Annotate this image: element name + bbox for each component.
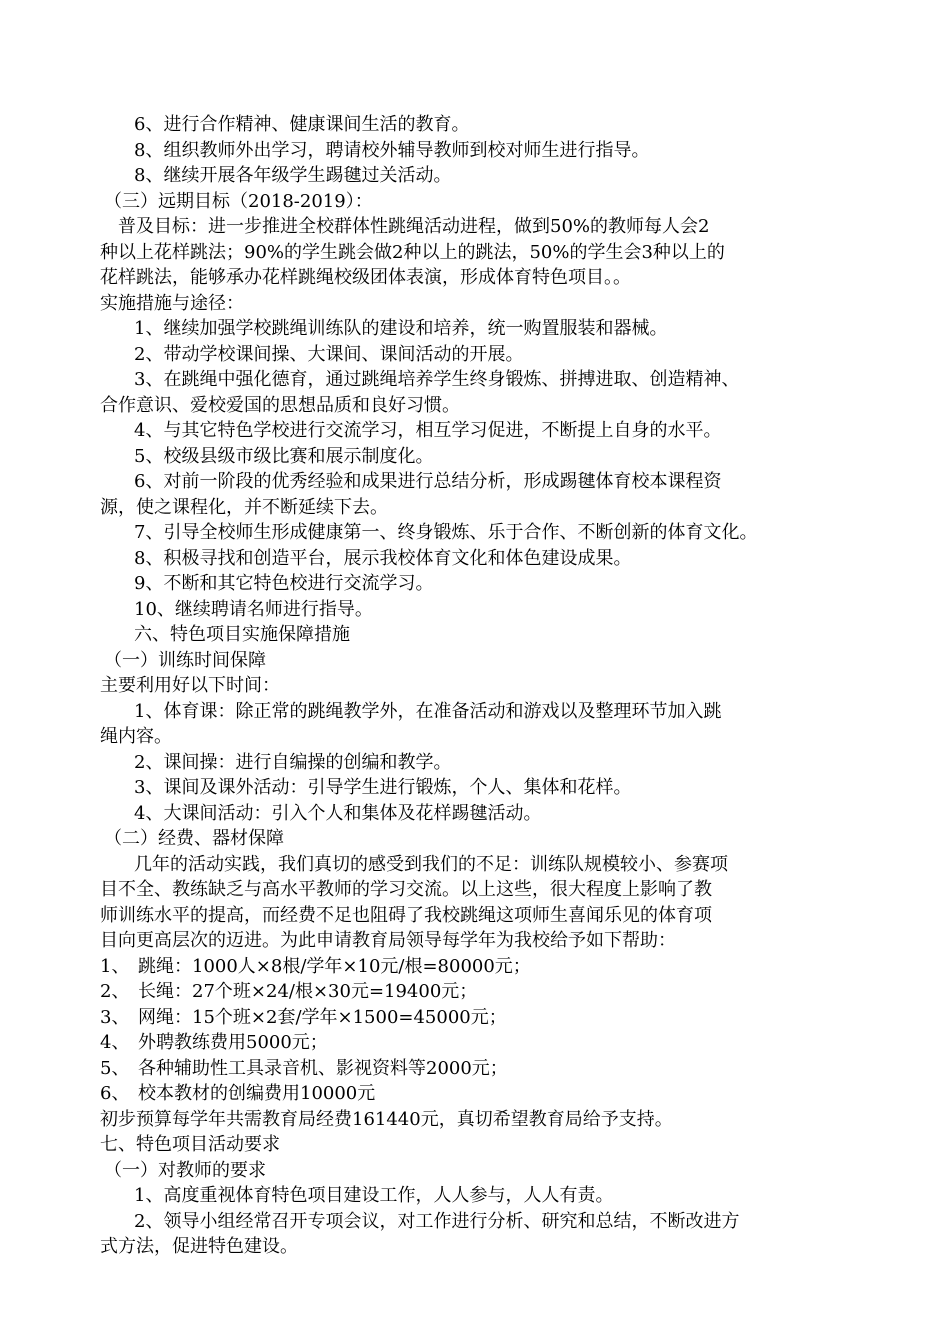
- text-line: 1、继续加强学校跳绳训练队的建设和培养，统一购置服装和器械。: [134, 318, 668, 339]
- text-line: 2、带动学校课间操、大课间、课间活动的开展。: [134, 343, 524, 365]
- text-line: 源，使之课程化，并不断延续下去。: [100, 496, 388, 518]
- list-number: 3、: [100, 1006, 130, 1028]
- text-line: 4、大课间活动：引入个人和集体及花样踢毽活动。: [134, 802, 542, 824]
- list-text: 网绳：15个班×2套/学年×1500=45000元；: [138, 1006, 507, 1028]
- text-line: （三）远期目标（2018-2019）：: [104, 190, 373, 212]
- text-line: 6、进行合作精神、健康课间生活的教育。: [134, 114, 470, 135]
- text-line: 7、引导全校师生形成健康第一、终身锻炼、乐于合作、不断创新的体育文化。: [134, 522, 758, 543]
- text-line: 种以上花样跳法；90%的学生跳会做2种以上的跳法，50%的学生会3种以上的: [100, 241, 725, 263]
- list-number: 1、: [100, 955, 130, 977]
- text-line: 4、与其它特色学校进行交流学习，相互学习促进，不断提上自身的水平。: [134, 420, 722, 441]
- text-line: 主要利用好以下时间：: [100, 675, 280, 696]
- list-number: 2、: [100, 981, 130, 1002]
- list-text: 校本教材的创编费用10000元: [138, 1083, 376, 1104]
- text-line: 8、组织教师外出学习，聘请校外辅导教师到校对师生进行指导。: [134, 139, 650, 161]
- text-line: 合作意识、爱校爱国的思想品质和良好习惯。: [100, 394, 460, 416]
- text-line: 几年的活动实践，我们真切的感受到我们的不足：训练队规模较小、参赛项: [134, 853, 728, 875]
- text-line: 普及目标：进一步推进全校群体性跳绳活动进程，做到50%的教师每人会2: [118, 216, 710, 237]
- text-line: 1、体育课：除正常的跳绳教学外，在准备活动和游戏以及整理环节加入跳: [134, 700, 722, 722]
- text-line: 七、特色项目活动要求: [100, 1134, 280, 1155]
- text-line: 师训练水平的提高，而经费不足也阻碍了我校跳绳这项师生喜闻乐见的体育项: [100, 904, 712, 926]
- list-number: 5、: [100, 1057, 130, 1079]
- text-line: [100, 1005, 860, 1031]
- text-line: [100, 1030, 860, 1056]
- text-line: [100, 954, 860, 980]
- text-line: 9、不断和其它特色校进行交流学习。: [134, 573, 434, 594]
- list-text: 长绳：27个班×24/根×30元=19400元；: [138, 981, 478, 1002]
- text-line: （一）训练时间保障: [104, 649, 266, 671]
- text-line: 绳内容。: [100, 726, 172, 747]
- text-line: （二）经费、器材保障: [104, 828, 284, 849]
- text-line: 8、积极寻找和创造平台，展示我校体育文化和体色建设成果。: [134, 547, 632, 569]
- text-line: 式方法，促进特色建设。: [100, 1236, 298, 1257]
- text-line: [100, 979, 860, 1005]
- list-text: 外聘教练费用5000元；: [138, 1032, 328, 1053]
- text-line: 目不全、教练缺乏与高水平教师的学习交流。以上这些，很大程度上影响了教: [100, 879, 712, 900]
- text-line: 目向更高层次的迈进。为此申请教育局领导每学年为我校给予如下帮助：: [100, 930, 676, 951]
- text-line: 2、领导小组经常召开专项会议，对工作进行分析、研究和总结，不断改进方: [134, 1210, 740, 1232]
- list-text: 各种辅助性工具录音机、影视资料等2000元；: [138, 1057, 508, 1079]
- text-line: 8、继续开展各年级学生踢毽过关活动。: [134, 165, 452, 186]
- text-line: 实施措施与途径：: [100, 292, 244, 314]
- text-line: 花样跳法，能够承办花样跳绳校级团体表演，形成体育特色项目。。: [100, 267, 631, 288]
- text-line: 2、课间操：进行自编操的创编和教学。: [134, 751, 452, 773]
- text-line: 初步预算每学年共需教育局经费161440元，真切希望教育局给予支持。: [100, 1108, 673, 1130]
- text-line: （一）对教师的要求: [104, 1159, 266, 1181]
- text-line: 1、高度重视体育特色项目建设工作，人人参与，人人有责。: [134, 1185, 614, 1206]
- text-line: 六、特色项目实施保障措施: [134, 624, 350, 645]
- list-text: 跳绳：1000人×8根/学年×10元/根=80000元；: [138, 955, 531, 977]
- text-line: 10、继续聘请名师进行指导。: [134, 598, 373, 620]
- text-line: [100, 1056, 860, 1082]
- text-line: 6、对前一阶段的优秀经验和成果进行总结分析，形成踢毽体育校本课程资: [134, 471, 722, 492]
- list-number: 4、: [100, 1032, 130, 1053]
- list-number: 6、: [100, 1083, 130, 1104]
- document-body: [100, 112, 860, 1260]
- text-line: 3、在跳绳中强化德育，通过跳绳培养学生终身锻炼、拼搏进取、创造精神、: [134, 369, 740, 390]
- text-line: [100, 1081, 860, 1107]
- text-line: 3、课间及课外活动：引导学生进行锻炼，个人、集体和花样。: [134, 777, 632, 798]
- text-line: 5、校级县级市级比赛和展示制度化。: [134, 445, 434, 467]
